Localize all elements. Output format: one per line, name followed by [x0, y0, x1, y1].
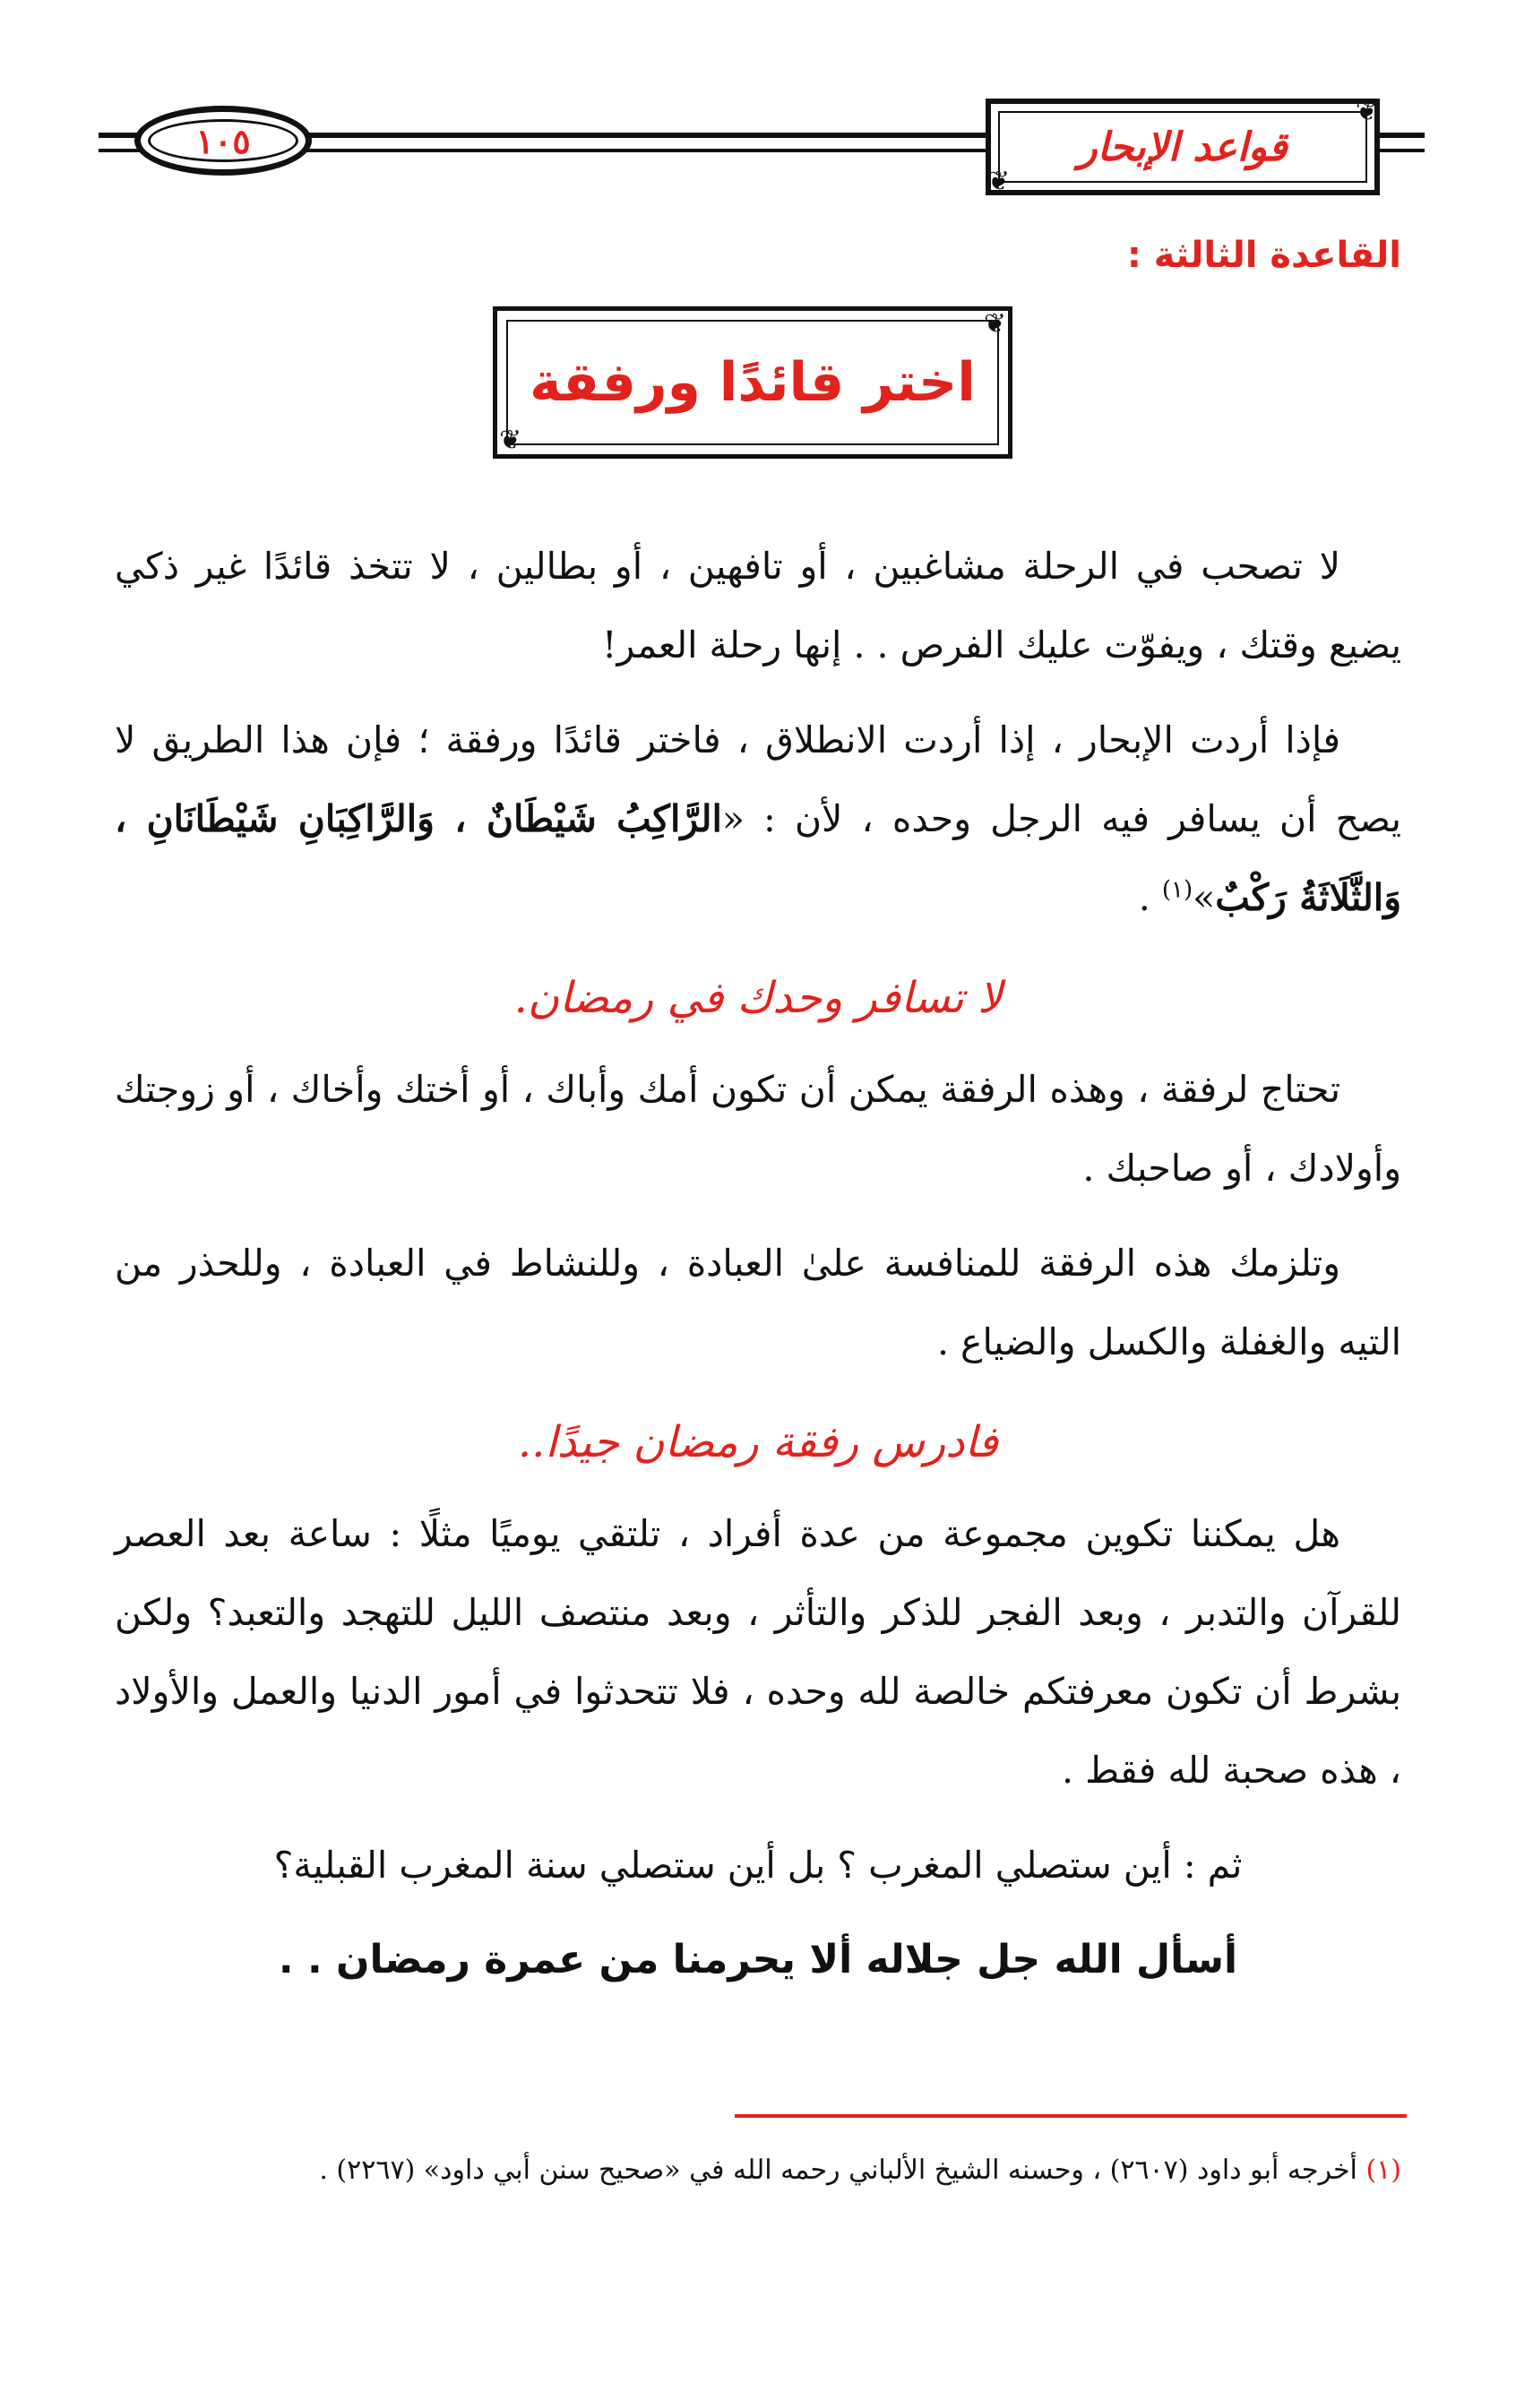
footnote — [111, 2146, 1401, 2195]
question-line: ثم : أين ستصلي المغرب ؟ بل أين ستصلي سنة المغرب القبلية؟ — [273, 1844, 1243, 1887]
section-heading: فادرس رفقة رمضان جيدًا.. — [517, 1417, 999, 1467]
quote-close: » — [1193, 876, 1216, 919]
book-title: قواعد الإبحار — [1078, 124, 1288, 170]
hadith-quote: الرَّاكِبُ شَيْطَانٌ ، وَالرَّاكِبَانِ شَيْطَانَانِ ، وَالثَّلَاثَةُ رَكْبٌ — [115, 797, 1401, 919]
rule-label: القاعدة الثالثة : — [1126, 235, 1401, 276]
closing-prayer: أسأل الله جل جلاله ألا يحرمنا من عمرة رمضان . . — [278, 1937, 1238, 1982]
page-number: ١٠٥ — [195, 120, 251, 161]
paragraph: لا تصحب في الرحلة مشاغبين ، أو تافهين ، أو بطالين ، لا تتخذ قائدًا غير ذكي يضيع وقتك ، ويفوّت عليك الفرص . . إنها رحلة العمر! — [115, 545, 1401, 666]
footnote-reference[interactable]: (١) — [1161, 876, 1193, 904]
page-number-badge — [134, 106, 312, 176]
footnote-number: (١) — [1365, 2154, 1401, 2186]
paragraph-hadith — [115, 701, 1401, 937]
paragraph-end: . — [1138, 876, 1162, 919]
floral-corner-icon: ❦ — [987, 166, 1011, 197]
section-heading: لا تسافر وحدك في رمضان. — [513, 973, 1003, 1023]
footnote-divider — [735, 2114, 1407, 2118]
floral-corner-icon: ❦ — [499, 425, 522, 456]
paragraph: تحتاج لرفقة ، وهذه الرفقة يمكن أن تكون أمك وأباك ، أو أختك وأخاك ، أو زوجتك وأولادك ، أو صاحبك . — [115, 1068, 1401, 1190]
book-title-box — [986, 96, 1380, 197]
footnote-text: أخرجه أبو داود (٢٦٠٧) ، وحسنه الشيخ الألباني رحمه الله في «صحيح سنن أبي داود» (٢٢٦٧) . — [319, 2154, 1357, 2186]
paragraph-intro: فإذا أردت الإبحار ، إذا أردت الانطلاق ، فاختر قائدًا ورفقة ؛ فإن هذا الطريق لا يصح أن يسافر فيه الرجل وحده ، لأن : « — [115, 718, 1401, 840]
body-text — [115, 527, 1401, 2016]
floral-corner-icon: ❦ — [983, 308, 1006, 340]
rule-title-box — [493, 306, 1012, 459]
rule-title: اختر قائدًا ورفقة — [530, 351, 976, 414]
paragraph: هل يمكننا تكوين مجموعة من عدة أفراد ، تلتقي يوميًا مثلًا : ساعة بعد العصر للقرآن والتدبر ، وبعد الفجر للذكر والتأثر ، وبعد منتصف الليل للتهجد والتعبد؟ ولكن بشرط أن تكون معرفتكم خالصة لله وحده ، فلا تتحدثوا في أمور الدنيا والعمل والأولاد ، هذه صحبة لله فقط . — [115, 1512, 1401, 1792]
paragraph: وتلزمك هذه الرفقة للمنافسة علىٰ العبادة ، وللنشاط في العبادة ، وللحذر من التيه والغفلة والكسل والضياع . — [115, 1242, 1401, 1363]
floral-corner-icon: ❦ — [1355, 96, 1378, 127]
